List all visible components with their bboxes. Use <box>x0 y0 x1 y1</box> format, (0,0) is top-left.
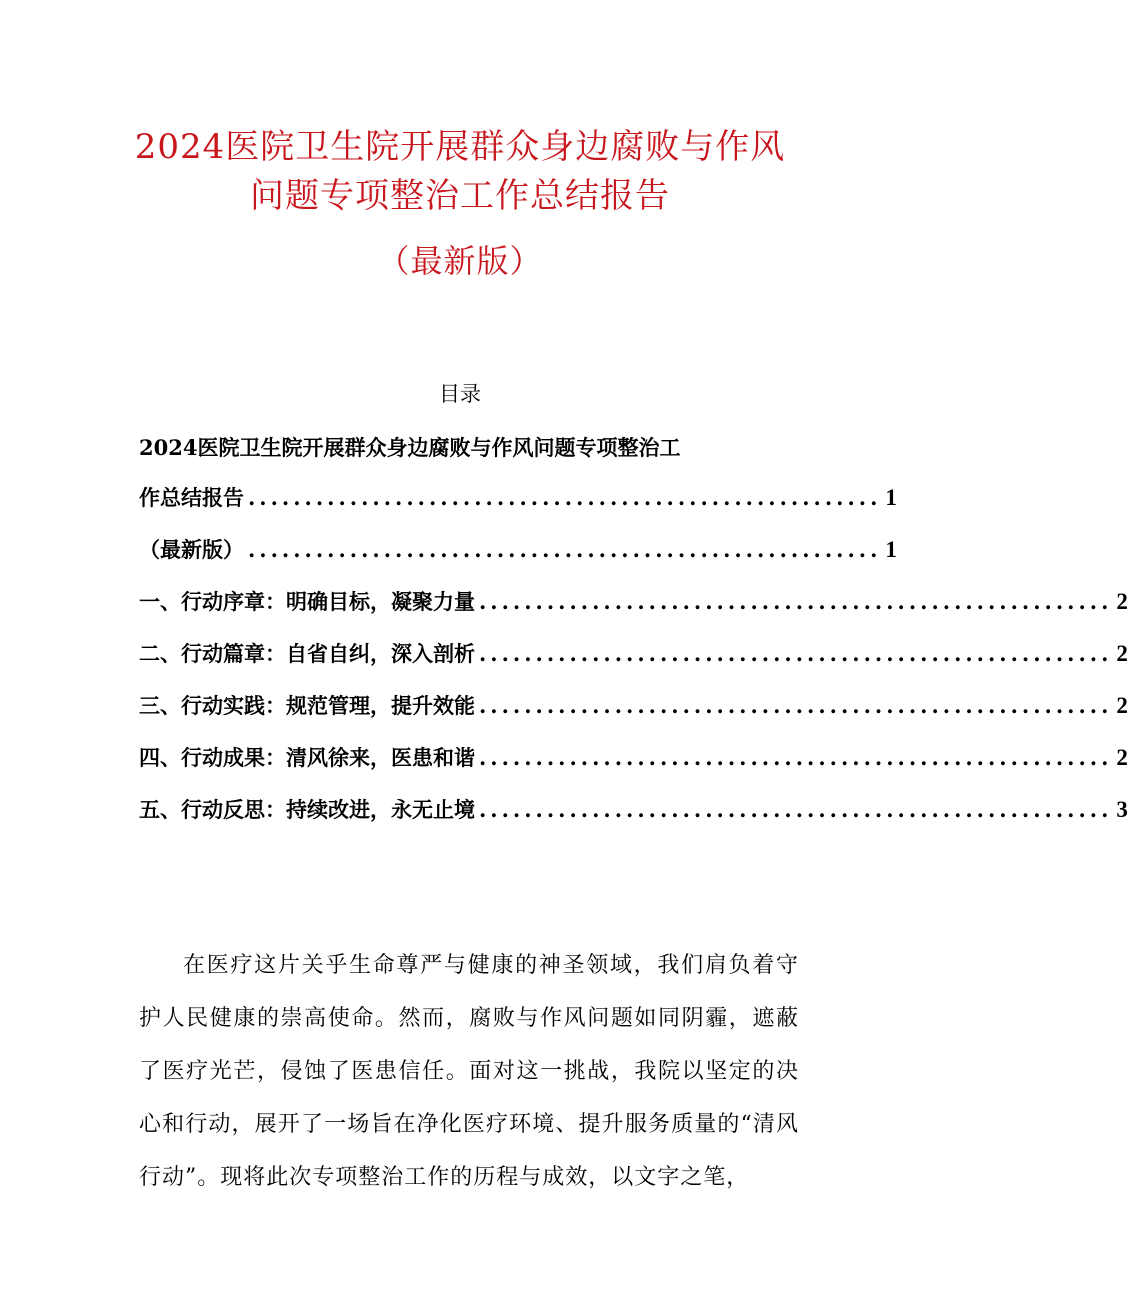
toc-page-number: 2 <box>1116 641 1128 666</box>
toc-heading: 目录 <box>439 382 481 406</box>
toc-leader-dots: ........................................................ <box>479 693 1113 718</box>
toc-entry-title-first-line[interactable]: 2024医院卫生院开展群众身边腐败与作风问题专项整治工 <box>139 435 681 460</box>
toc-entry-text: 三、行动实践：规范管理，提升效能 <box>139 693 475 718</box>
toc-entry-text: 四、行动成果：清风徐来，医患和谐 <box>139 745 475 770</box>
toc-entry[interactable] <box>139 482 897 512</box>
toc-entry-text: 二、行动篇章：自省自纠，深入剖析 <box>139 641 475 666</box>
toc-leader-dots: ........................................................ <box>248 537 882 562</box>
toc-entry[interactable] <box>139 586 1128 616</box>
toc-leader-dots: ........................................................ <box>248 485 882 510</box>
toc-entry[interactable] <box>139 742 1128 772</box>
toc-leader-dots: ........................................................ <box>479 797 1113 822</box>
toc-entry[interactable] <box>139 794 1128 824</box>
toc-page-number: 2 <box>1116 693 1128 718</box>
toc-leader-dots: ........................................................ <box>479 745 1113 770</box>
toc-entry[interactable] <box>139 534 897 564</box>
toc-page-number: 1 <box>885 485 897 510</box>
toc-entry-text: （最新版） <box>139 537 244 562</box>
toc-entry[interactable] <box>139 690 1128 720</box>
toc-entry-text: 作总结报告 <box>139 485 244 510</box>
toc-entry-text: 五、行动反思：持续改进，永无止境 <box>139 797 475 822</box>
toc-page-number: 3 <box>1116 797 1128 822</box>
body-paragraph: 在医疗这片关乎生命尊严与健康的神圣领域，我们肩负着守护人民健康的崇高使命。然而，腐败与作风问题如同阴霾，遮蔽了医疗光芒，侵蚀了医患信任。面对这一挑战，我院以坚定的决心和行动，展开了一场旨在净化医疗环境、提升服务质量的“清风行动”。现将此次专项整治工作的历程与成效，以文字之笔， <box>139 953 799 1190</box>
document-title-line-3: （最新版） <box>377 242 543 280</box>
document-title-line-1: 2024医院卫生院开展群众身边腐败与作风 <box>134 127 786 167</box>
toc-leader-dots: ........................................................ <box>479 589 1113 614</box>
toc-entry[interactable] <box>139 638 1128 668</box>
toc-page-number: 2 <box>1116 745 1128 770</box>
toc-entry-text: 一、行动序章：明确目标，凝聚力量 <box>139 589 475 614</box>
toc-leader-dots: ........................................................ <box>479 641 1113 666</box>
toc-page-number: 1 <box>885 537 897 562</box>
toc-page-number: 2 <box>1116 589 1128 614</box>
document-title-line-2: 问题专项整治工作总结报告 <box>250 176 670 216</box>
